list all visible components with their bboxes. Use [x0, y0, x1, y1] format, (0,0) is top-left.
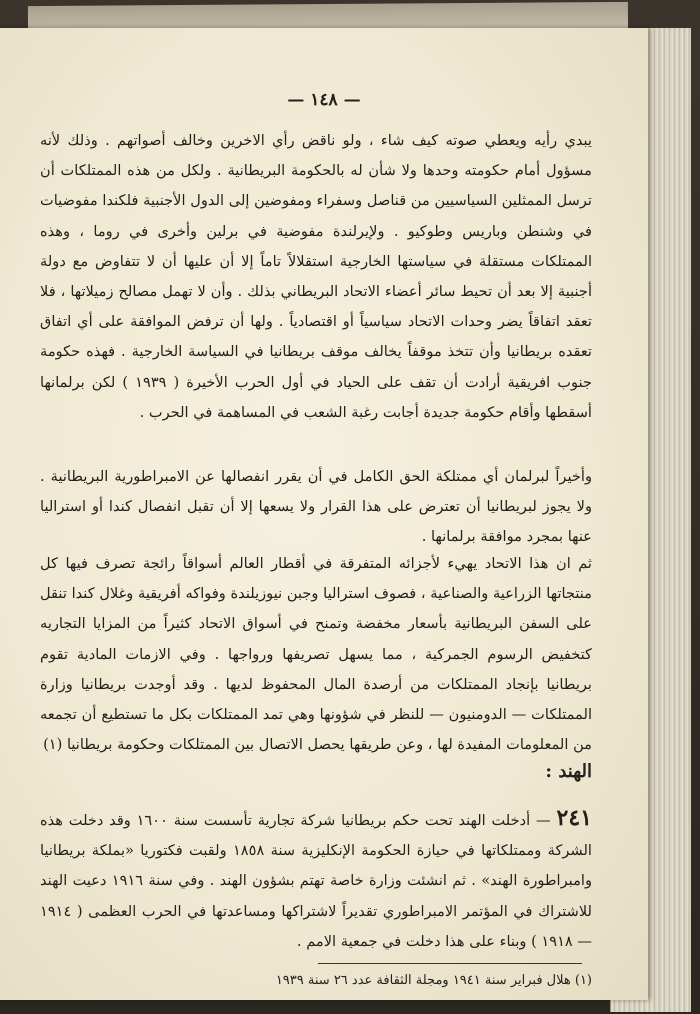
- paragraph-trade-markets: [40, 549, 592, 760]
- paragraph-number: ٢٤١: [556, 805, 592, 831]
- paragraph-text: وأخيراً لبرلمان أي ممتلكة الحق الكامل في أن يقرر انفصالها عن الامبراطورية البريطانية . ولا يجوز لبريطانيا أن تعترض على هذا القرار ولا يسعها إلا أن تقبل انفصال كندا أو استراليا عنها بمجرد موافقة برلمانها .: [40, 468, 592, 546]
- page-number: — ١٤٨ —: [287, 90, 361, 110]
- book-page: [0, 28, 648, 1000]
- footnote: (١) هلال فبراير سنة ١٩٤١ ومجلة الثقافة عدد ٢٦ سنة ١٩٣٩: [275, 973, 592, 988]
- footnote-divider: [318, 963, 582, 964]
- section-heading-india: الهند :: [545, 761, 592, 782]
- paragraph-dominion-foreign-policy: [40, 126, 592, 428]
- paragraph-text: يبدي رأيه ويعطي صوته كيف شاء ، ولو ناقض رأي الاخرين وخالف أصواتهم . وذلك لأنه مسؤول أمام حكومته وحدها ولا شأن له بالحكومة البريطانية . ولكل من هذه الممتلكات أن ترسل الممثلين السياسيين من قناصل وسفراء ومفوضين إلى الدول الأجنبية فلكندا مفوضيات في وشنطن وباريس وطوكيو . ولإيرلندة مفوضية في برلين وأخرى في روما ، وهذه الممتلكات مستقلة في سياستها الخارجية استقلالاً تاماً إلا أن عليها أن لا تتفاوض مع دولة أجنبية إلا بعد أن تحيط سائر أعضاء الاتحاد البريطاني بذلك . وأن لا تهمل مصالح زميلاتها ، فلا تعقد اتفاقاً يضر وحدات الاتحاد سياسياً أو اقتصادياً . ولها أن ترفض الموافقة على أي اتفاق تعقده بريطانيا وأن تتخذ موقفاً يخالف موقف بريطانيا في السياسة الخارجية . فهذه حكومة جنوب افريقية أرادت أن تقف على الحياد في أول الحرب الأخيرة ( ١٩٣٩ ) لكن برلمانها أسقطها وأقام حكومة جديدة أجابت رغبة الشعب في المساهمة في الحرب .: [40, 132, 592, 421]
- paragraph-india: [40, 803, 592, 957]
- paragraph-right-to-secede: [40, 462, 592, 553]
- paragraph-body: — أدخلت الهند تحت حكم بريطانيا شركة تجارية تأسست سنة ١٦٠٠ وقد دخلت هذه الشركة وممتلكاتها في حيازة الحكومة الإنكليزية سنة ١٨٥٨ ولقبت فكتوريا «بملكة بريطانيا وامبراطورة الهند» . ثم انشئت وزارة خاصة تهتم بشؤون الهند . وفي سنة ١٩١٦ دعيت الهند للاشتراك في المؤتمر الامبراطوري تقديراً لاشتراكها ومساعدتها في الحرب العظمى ( ١٩١٤ — ١٩١٨ ) وبناء على هذا دخلت في جمعية الامم .: [40, 812, 592, 950]
- paragraph-text: [40, 803, 592, 957]
- paragraph-text: ثم ان هذا الاتحاد يهيء لأجزائه المتفرقة في أقطار العالم أسواقاً رائجة تصرف فيها كل منتجاتها الزراعية والصناعية ، فصوف استراليا وجبن نيوزيلندة وفواكه أفريقية وغلال كندا تنقل على السفن البريطانية بأسعار مخفضة وتمنح في أسواق الاتحاد كثيراً من المزايا التجاريه كتخفيض الرسوم الجمركية ، مما يسهل تصريفها ورواجها . وفي الازمات المادية تقوم بريطانيا بإنجاد الممتلكات من أرصدة المال المحفوظ لديها . وقد أوجدت بريطانيا وزارة الممتلكات — الدومنيون — للنظر في شؤونها وهي تمد الممتلكات بكل ما تستطيع أن تجمعه من المعلومات المفيدة لها ، وعن طريقها يحصل الاتصال بين الممتلكات وحكومة بريطانيا (١): [40, 555, 592, 754]
